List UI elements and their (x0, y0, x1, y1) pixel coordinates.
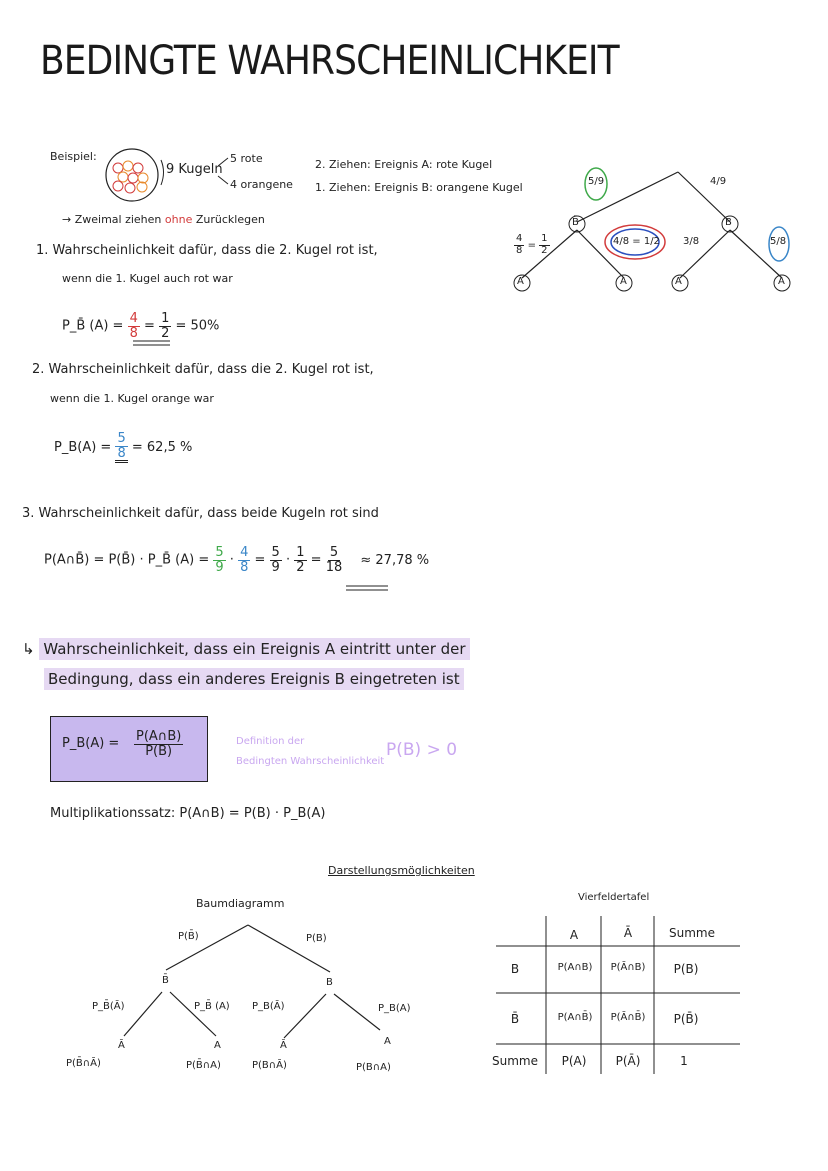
event-a-text: 2. Ziehen: Ereignis A: rote Kugel (315, 158, 493, 171)
frac-num: 1 (296, 545, 305, 560)
q2-result: = 62,5 % (131, 440, 193, 456)
frac-den: 9 (271, 559, 280, 575)
ball-icon (128, 173, 138, 183)
tree-prob-bbar: 5/9 (588, 176, 605, 187)
table-row-bbar: B̄ (510, 1012, 520, 1026)
table-cell-bbar-a: P(A∩B̄) (557, 1012, 593, 1023)
frac-num: 1 (161, 311, 170, 326)
table-title: Vierfeldertafel (578, 892, 650, 903)
btree-leaf-a: A (214, 1040, 221, 1051)
draw-rule-suffix: Zurücklegen (192, 213, 265, 226)
event-b-text: 1. Ziehen: Ereignis B: orangene Kugel (315, 181, 523, 194)
tree-frac-left (514, 234, 550, 256)
q3-approx: ≈ 27,78 % (360, 552, 430, 568)
btree-leaf-abar: Ā (280, 1040, 287, 1051)
definition-line2 (44, 670, 464, 688)
table-cell-bbar-abar: P(Ā∩B̄) (610, 1012, 646, 1023)
frac-num: 4 (240, 545, 249, 560)
frac-den: 18 (325, 559, 343, 575)
ball-icon (113, 163, 123, 173)
ball-icon (137, 182, 147, 192)
frac-num: 5 (215, 545, 224, 560)
red-count: 5 rote (230, 152, 263, 165)
definition-text1: Wahrscheinlichkeit, dass ein Ereignis A eintritt unter der (39, 638, 469, 660)
table-col-abar: Ā (623, 926, 633, 940)
frac-num: P(A∩B) (136, 729, 182, 744)
definition-fraction (134, 730, 183, 758)
ball-icon (133, 163, 143, 173)
tree-leaf-a: A (778, 276, 785, 287)
btree-p-bbar: P(B̄) (178, 931, 199, 942)
table-cell-sum-sum: 1 (680, 1054, 688, 1068)
btree-leaf-abar: Ā (118, 1040, 125, 1051)
q1-lhs: P_B̄ (A) = (62, 318, 124, 334)
ball-icon (138, 173, 148, 183)
draw-rule (62, 213, 265, 226)
definition-label2: Bedingten Wahrscheinlichkeit (236, 756, 385, 767)
ball-icon (113, 181, 123, 191)
tree-frac-5-8: 5/8 (770, 236, 787, 247)
frac-den: 8 (240, 559, 249, 575)
btree-p-bbar-abar: P_B̄(Ā) (92, 1001, 125, 1012)
ball-count: 9 Kugeln (166, 162, 223, 177)
table-cell-b-sum: P(B) (673, 962, 699, 976)
frac-num: 4 (516, 233, 523, 244)
q1-line1: 1. Wahrscheinlichkeit dafür, dass die 2. Kugel rot ist, (36, 243, 378, 258)
table-cell-b-abar: P(Ā∩B) (610, 962, 646, 973)
table-cell-sum-abar: P(Ā) (615, 1054, 641, 1068)
btree-leaf-a: A (384, 1036, 391, 1047)
ball-icon (123, 161, 133, 171)
btree-result-1: P(B̄∩Ā) (66, 1058, 101, 1069)
page-title: BEDINGTE WAHRSCHEINLICHKEIT (40, 38, 619, 84)
btree-p-b: P(B) (306, 933, 327, 944)
definition-text2: Bedingung, dass ein anderes Ereignis B eingetreten ist (44, 668, 464, 690)
frac-num: 5 (117, 431, 126, 446)
q1-result: = 50% (175, 318, 220, 334)
btree-node-b: B (326, 977, 333, 988)
tree-leaf-abar: Ā (517, 276, 524, 287)
frac-num: 5 (329, 545, 339, 560)
frac-den: 8 (129, 325, 138, 341)
q1-eq: = (144, 318, 155, 334)
ball-jar-icon (106, 149, 158, 201)
table-cell-b-a: P(A∩B) (557, 962, 593, 973)
multiplication-rule: Multiplikationssatz: P(A∩B) = P(B) · P_B(A) (50, 806, 326, 821)
frac-den: 2 (161, 325, 170, 341)
btree-p-b-a: P_B(A) (378, 1003, 411, 1014)
btree-node-bbar: B̄ (162, 975, 169, 986)
frac-den: 8 (117, 445, 126, 461)
frac-den: P(B) (145, 743, 173, 759)
q2-line1: 2. Wahrscheinlichkeit dafür, dass die 2. Kugel rot ist, (32, 362, 374, 377)
q3-dot: · (229, 552, 234, 568)
draw-rule-highlight: ohne (164, 213, 193, 226)
q3-dot: · (285, 552, 291, 568)
btree-result-3: P(B∩Ā) (252, 1060, 287, 1071)
example-label: Beispiel: (50, 150, 97, 163)
table-col-a: A (569, 928, 579, 942)
tree-prob-b: 4/9 (710, 176, 727, 187)
frac-num: 1 (541, 233, 548, 244)
frac-den: 9 (215, 559, 224, 575)
table-cell-bbar-sum: P(B̄) (673, 1012, 699, 1026)
q2-line2: wenn die 1. Kugel orange war (50, 392, 214, 405)
table-col-sum: Summe (669, 926, 715, 940)
q3-lhs: P(A∩B̄) = P(B̄) · P_B̄ (A) = (44, 552, 210, 568)
tree-node-bbar: B̄ (572, 217, 579, 228)
tree-leaf-a: A (620, 276, 627, 287)
btree-p-bbar-a: P_B̄ (A) (194, 1001, 230, 1012)
definition-lhs: P_B(A) = (62, 736, 120, 751)
frac-num: 5 (271, 545, 280, 560)
frac-den: 2 (296, 559, 305, 575)
btree-result-4: P(B∩A) (356, 1062, 391, 1073)
tree-title: Baumdiagramm (196, 897, 285, 910)
tree-frac-3-8: 3/8 (683, 236, 700, 247)
frac-eq: = (527, 240, 536, 251)
q1-line2: wenn die 1. Kugel auch rot war (62, 272, 233, 285)
table-row-sum: Summe (492, 1054, 538, 1068)
tree-leaf-abar: Ā (675, 276, 682, 287)
draw-rule-prefix: → Zweimal ziehen (62, 213, 165, 226)
table-cell-sum-a: P(A) (561, 1054, 587, 1068)
tree-node-b: B (725, 217, 732, 228)
btree-result-2: P(B̄∩A) (186, 1060, 221, 1071)
ball-icon (125, 183, 135, 193)
ball-icon (118, 172, 128, 182)
definition-line1 (22, 640, 470, 658)
orange-count: 4 orangene (230, 178, 293, 191)
q2-lhs: P_B(A) = (54, 440, 112, 456)
q3-formula (44, 546, 429, 574)
definition-condition: P(B) > 0 (386, 740, 458, 760)
q3-line1: 3. Wahrscheinlichkeit dafür, dass beide Kugeln rot sind (22, 506, 379, 521)
arrow-icon: ↳ (22, 640, 35, 658)
q3-eq: = (310, 552, 322, 568)
table-row-b: B (510, 962, 520, 976)
q2-formula (54, 432, 192, 463)
definition-label1: Definition der (236, 736, 305, 747)
tree-frac-mid: 4/8 = 1/2 (613, 236, 660, 247)
btree-p-b-abar: P_B(Ā) (252, 1001, 285, 1012)
frac-den: 2 (541, 244, 548, 256)
q3-eq: = (254, 552, 266, 568)
frac-num: 4 (129, 311, 138, 326)
frac-den: 8 (516, 244, 523, 256)
representations-heading: Darstellungsmöglichkeiten (328, 864, 475, 877)
q1-formula (62, 312, 219, 340)
